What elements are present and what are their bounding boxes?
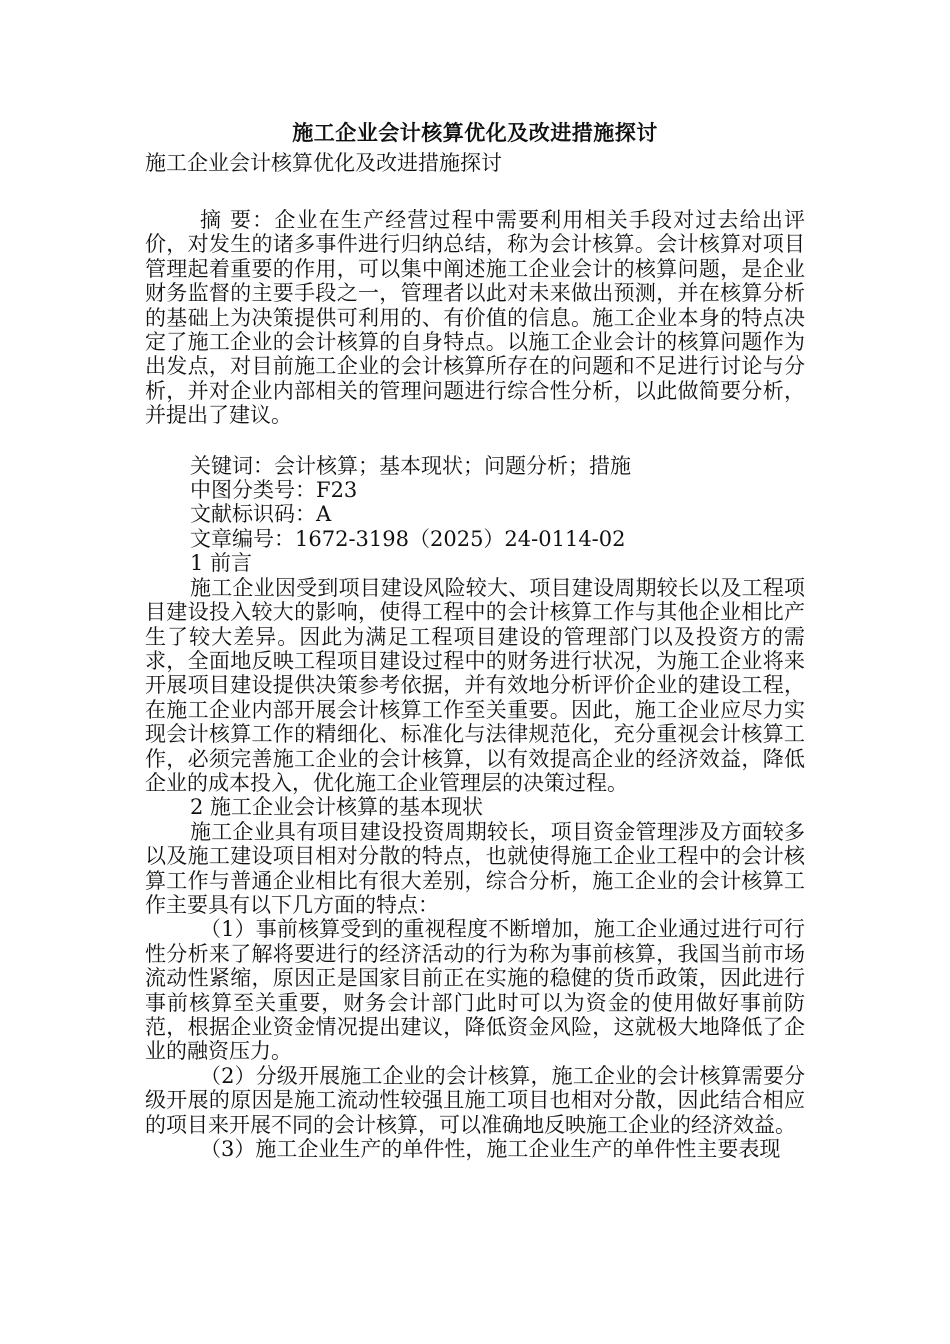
section-2-paragraph: 施工企业具有项目建设投资周期较长，项目资金管理涉及方面较多以及施工建设项目相对分散的特点，也就使得施工企业工程中的会计核算工作与普通企业相比有很大差别，综合分析，施工企业的会计核算工作主要具有以下几方面的特点： <box>145 819 805 917</box>
abstract-paragraph: 摘 要：企业在生产经营过程中需要利用相关手段对过去给出评价，对发生的诸多事件进行归纳总结，称为会计核算。会计核算对项目管理起着重要的作用，可以集中阐述施工企业会计的核算问题，是企业财务监督的主要手段之一，管理者以此对未来做出预测，并在核算分析的基础上为决策提供可利用的、有价值的信息。施工企业本身的特点决定了施工企业的会计核算的自身特点。以施工企业会计的核算问题作为出发点，对目前施工企业的会计核算所存在的问题和不足进行讨论与分析，并对企业内部相关的管理问题进行综合性分析，以此做简要分析，并提出了建议。 <box>145 208 805 428</box>
section-1-heading: 1 前言 <box>190 551 253 576</box>
section-2-heading: 2 施工企业会计核算的基本现状 <box>190 795 484 820</box>
keywords-line: 关键词：会计核算；基本现状；问题分析；措施 <box>190 453 631 478</box>
document-title: 施工企业会计核算优化及改进措施探讨 <box>292 120 658 145</box>
article-number-line: 文章编号：1672-3198（2025）24-0114-02 <box>190 526 626 551</box>
section-1-paragraph: 施工企业因受到项目建设风险较大、项目建设周期较长以及工程项目建设投入较大的影响，使得工程中的会计核算工作与其他企业相比产生了较大差异。因此为满足工程项目建设的管理部门以及投资方的需求，全面地反映工程项目建设过程中的财务进行状况，为施工企业将来开展项目建设提供决策参考依据，并有效地分析评价企业的建设工程，在施工企业内部开展会计核算工作至关重要。因此，施工企业应尽力实现会计核算工作的精细化、标准化与法律规范化，充分重视会计核算工作，必须完善施工企业的会计核算，以有效提高企业的经济效益，降低企业的成本投入，优化施工企业管理层的决策过程。 <box>145 575 805 795</box>
document-page <box>145 118 805 1161</box>
spacer <box>145 428 805 454</box>
doc-code-line: 文献标识码：A <box>190 502 332 527</box>
clc-line: 中图分类号：F23 <box>190 478 358 503</box>
document-subtitle: 施工企业会计核算优化及改进措施探讨 <box>145 151 502 175</box>
list-item-2: （2）分级开展施工企业的会计核算，施工企业的会计核算需要分级开展的原因是施工流动性较强且施工项目也相对分散，因此结合相应的项目来开展不同的会计核算，可以准确地反映施工企业的经济效益。 <box>145 1063 805 1137</box>
list-item-1: （1）事前核算受到的重视程度不断增加，施工企业通过进行可行性分析来了解将要进行的经济活动的行为称为事前核算，我国当前市场流动性紧缩，原因正是国家目前正在实施的稳健的货币政策，因此进行事前核算至关重要，财务会计部门此时可以为资金的使用做好事前防范，根据企业资金情况提出建议，降低资金风险，这就极大地降低了企业的融资压力。 <box>145 917 805 1064</box>
list-item-3: （3）施工企业生产的单件性，施工企业生产的单件性主要表现 <box>200 1137 781 1162</box>
